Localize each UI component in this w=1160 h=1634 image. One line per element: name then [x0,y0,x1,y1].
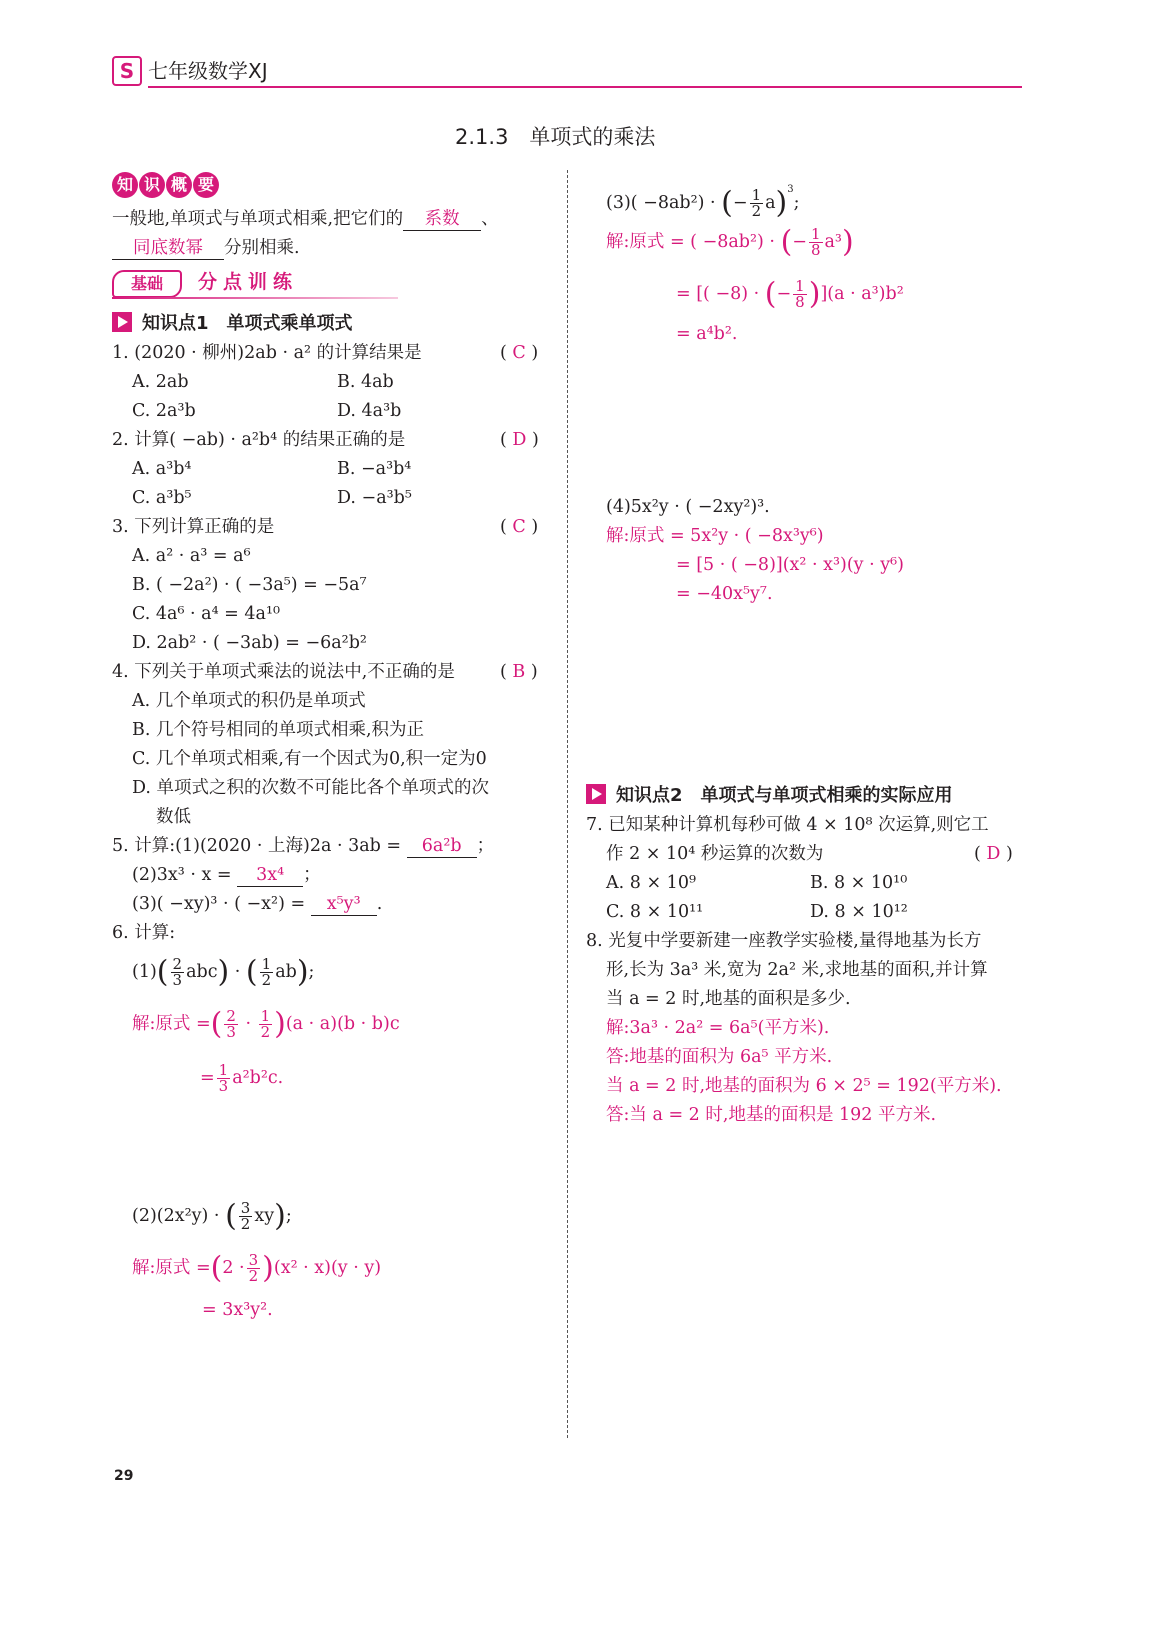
q2-answer: ( D ) [500,430,539,450]
q6-p3-step: = [( −8) · (− $\frac{1}{8}$ )](a · a³)b² [676,276,904,312]
q7-option-d: D. 8 × 10¹² [810,902,908,922]
q5-part3: (3)( −xy)³ · ( −x²) = x⁵y³ . [132,894,383,914]
q4-option-c: C. 几个单项式相乘,有一个因式为0,积一定为0 [132,749,487,769]
q4-option-a: A. 几个单项式的积仍是单项式 [132,691,366,711]
basic-tag: 基础 [112,270,182,298]
q2-option-d: D. −a³b⁵ [337,488,412,508]
q1-option-d: D. 4a³b [337,401,402,421]
q6-p1-result: = $\frac{1}{3}$ a²b²c. [200,1061,284,1095]
q1-answer: ( C ) [500,343,539,363]
q6-p2-question: (2)(2x²y) · ( $\frac{3}{2}$ xy); [132,1198,292,1234]
q7-stem-2: 作 2 × 10⁴ 秒运算的次数为 [606,844,824,864]
q6-p1-question: (1)( $\frac{2}{3}$ abc) · ( $\frac{1}{2}$ ab); [132,954,315,990]
q6-p3-question: (3)( −8ab²) · (− $\frac{1}{2}$ a)$^3$; [606,184,800,221]
point1-heading: 知识点1 单项式乘单项式 [112,312,353,335]
overview-blank-1: 系数 [403,208,481,231]
q1-option-b: B. 4ab [337,372,394,392]
q6-p4-question: (4)5x²y · ( −2xy²)³. [606,497,770,517]
badge-char: 要 [193,172,219,198]
q4-answer: ( B ) [500,662,538,682]
point2-heading: 知识点2 单项式与单项式相乘的实际应用 [586,784,953,807]
q2-option-a: A. a³b⁴ [132,459,192,479]
header-title: 七年级数学XJ [148,59,268,83]
q6-p4-solution: 解:原式 = 5x²y · ( −8x³y⁶) [606,526,824,546]
q4-stem: 4. 下列关于单项式乘法的说法中,不正确的是 [112,662,455,682]
q4-option-b: B. 几个符号相同的单项式相乘,积为正 [132,720,425,740]
page-number: 29 [114,1468,134,1484]
overview-text: 一般地,单项式与单项式相乘,把它们的 系数 、 [112,209,499,229]
q8-stem: 8. 光复中学要新建一座教学实验楼,量得地基为长方 [586,931,982,951]
q5-answer-1: 6a²b [407,835,477,858]
q6-p4-result: = −40x⁵y⁷. [676,584,773,604]
q6-p1-solution: 解:原式 =( $\frac{2}{3}$ · $\frac{1}{2}$ )(a · a)(b · b)c [132,1006,400,1042]
q6-p2-solution: 解:原式 =(2 · $\frac{3}{2}$ )(x² · x)(y · y) [132,1250,382,1286]
q7-option-a: A. 8 × 10⁹ [606,873,696,893]
q3-option-c: C. 4a⁶ · a⁴ = 4a¹⁰ [132,604,280,624]
badge-char: 概 [166,172,192,198]
q6-p3-result: = a⁴b². [676,324,738,344]
section-title: 2.1.3 单项式的乘法 [455,125,656,149]
overview-text-2: 同底数幂 分别相乘. [112,237,300,260]
q5-answer-2: 3x⁴ [237,864,303,887]
q7-option-c: C. 8 × 10¹¹ [606,902,704,922]
q4-option-d: D. 单项式之积的次数不可能比各个单项式的次 [132,778,490,798]
q3-stem: 3. 下列计算正确的是 [112,517,275,537]
badge-char: 知 [112,172,138,198]
play-icon [112,312,132,332]
q7-answer: ( D ) [974,844,1013,864]
q2-option-c: C. a³b⁵ [132,488,192,508]
column-divider [567,170,568,1438]
overview-badge [112,172,220,198]
q7-stem: 7. 已知某种计算机每秒可做 4 × 10⁸ 次运算,则它工 [586,815,989,835]
q5-part2: (2)3x³ · x = 3x⁴ ； [132,865,321,885]
q1-stem: 1. (2020 · 柳州)2ab · a² 的计算结果是 [112,343,422,363]
q2-stem: 2. 计算( −ab) · a²b⁴ 的结果正确的是 [112,430,406,450]
q5-answer-3: x⁵y³ [311,893,377,916]
q3-option-a: A. a² · a³ = a⁶ [132,546,251,566]
overview-blank-2: 同底数幂 [112,237,224,260]
q4-option-d-cont: 数低 [156,807,191,827]
play-icon [586,784,606,804]
q7-option-b: B. 8 × 10¹⁰ [810,873,908,893]
basic-title: 分点训练 [198,271,299,293]
basic-banner [112,268,398,298]
q5-part1: 5. 计算:(1)(2020 · 上海)2a · 3ab = 6a²b ； [112,836,495,856]
q8-solution-4: 答:当 a = 2 时,地基的面积是 192 平方米. [606,1105,937,1125]
q3-option-b: B. ( −2a²) · ( −3a⁵) = −5a⁷ [132,575,367,595]
badge-char: 识 [139,172,165,198]
q6-p2-result: = 3x³y². [202,1300,273,1320]
q8-solution-3: 当 a = 2 时,地基的面积为 6 × 2⁵ = 192(平方米). [606,1076,1002,1096]
q8-solution-1: 解:3a³ · 2a² = 6a⁵(平方米). [606,1018,830,1038]
q6-stem: 6. 计算: [112,923,176,943]
q6-p4-step: = [5 · ( −8)](x² · x³)(y · y⁶) [676,555,904,575]
q3-option-d: D. 2ab² · ( −3ab) = −6a²b² [132,633,367,653]
q2-option-b: B. −a³b⁴ [337,459,412,479]
q3-answer: ( C ) [500,517,539,537]
q8-stem-2: 形,长为 3a³ 米,宽为 2a² 米,求地基的面积,并计算 [606,960,988,980]
header-rule [148,86,1022,88]
q1-option-c: C. 2a³b [132,401,196,421]
q8-stem-3: 当 a = 2 时,地基的面积是多少. [606,989,851,1009]
q6-p3-solution: 解:原式 = ( −8ab²) · (− $\frac{1}{8}$ a³) [606,224,854,260]
q1-option-a: A. 2ab [132,372,189,392]
q8-solution-2: 答:地基的面积为 6a⁵ 平方米. [606,1047,833,1067]
header-logo: S [112,56,142,86]
